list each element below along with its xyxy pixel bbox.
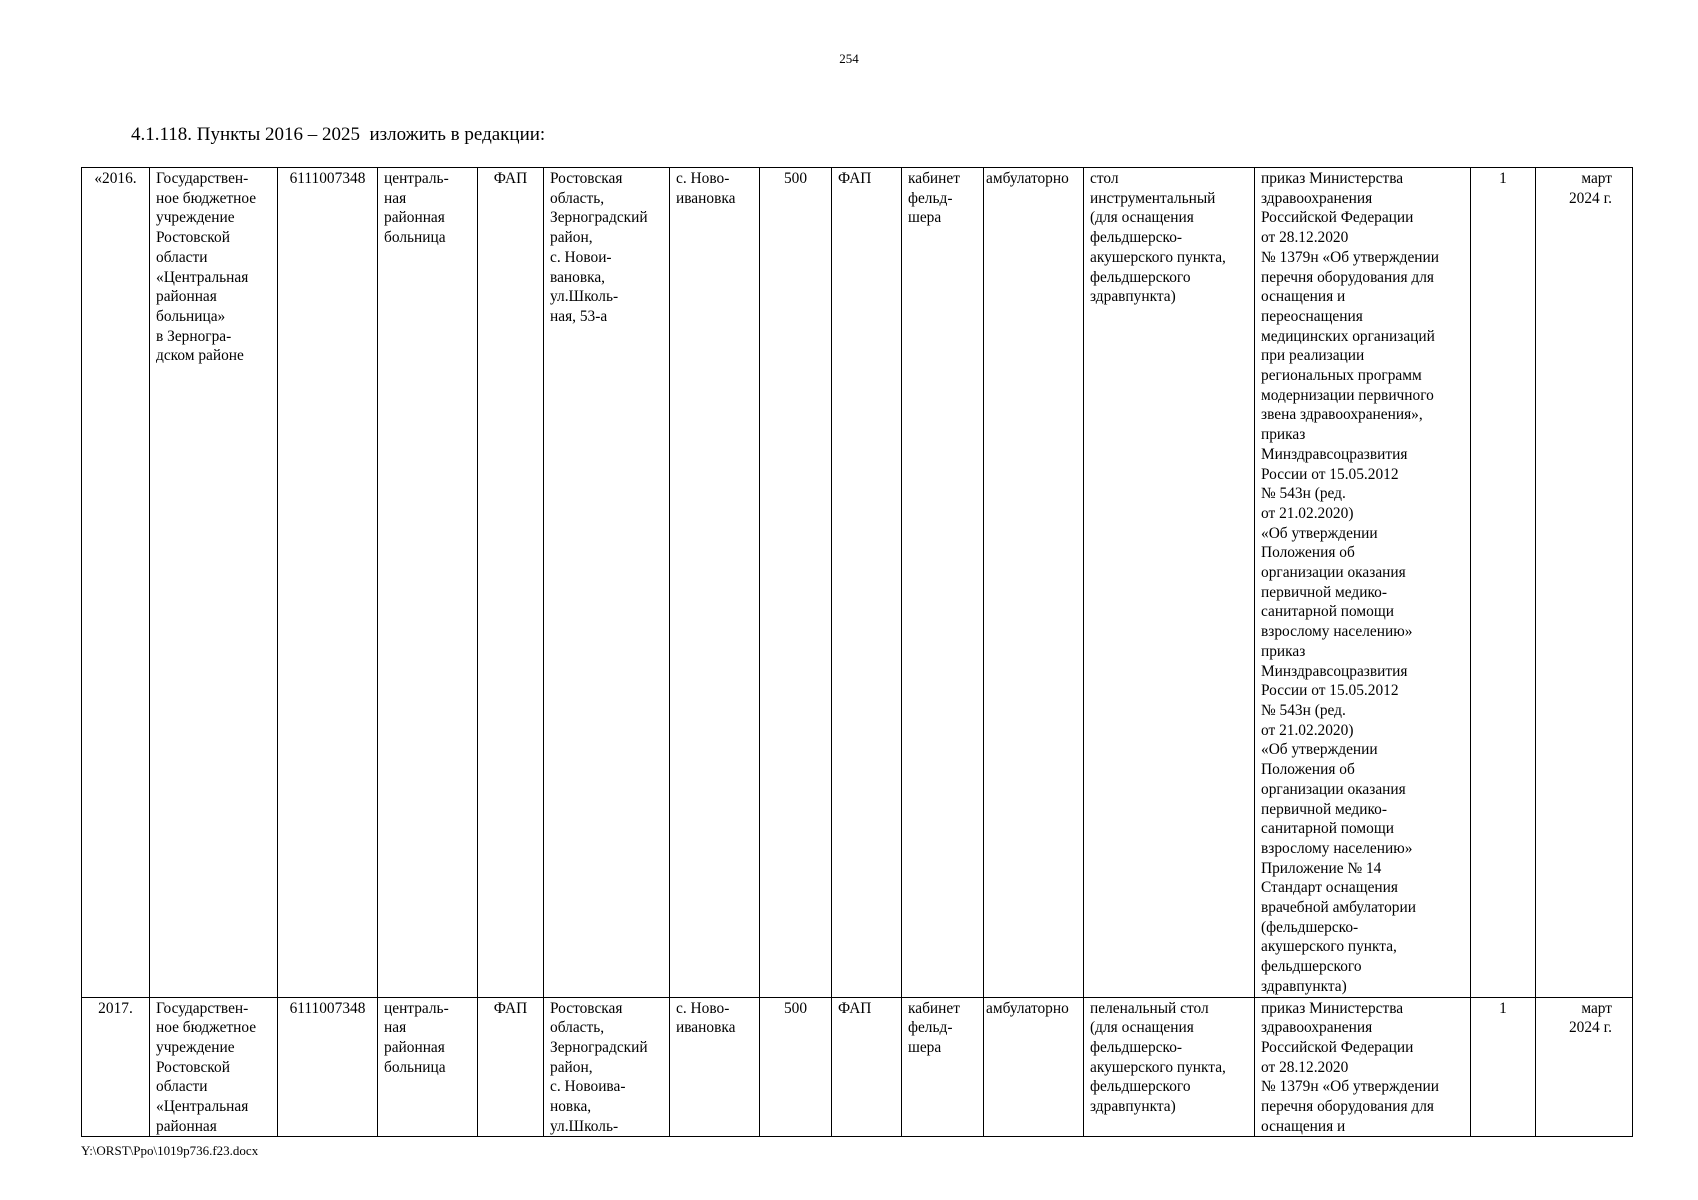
date-cell: март 2024 г. (1536, 168, 1633, 998)
regulation-cell: приказ Министерства здравоохранения Российской Федерации от 28.12.2020 № 1379н «Об утверждении перечня оборудования для оснащения и переоснащения медицинских организаций при реализации региональных программ модернизации первичного звена здравоохранения», приказ Минздравсоцразвития России от 15.05.2012 № 543н (ред. от 21.02.2020) «Об утверждении Положения об организации оказания первичной медико- санитарной помощи взрослому населению» приказ Минздравсоцразвития России от 15.05.2012 № 543н (ред. от 21.02.2020) «Об утверждении Положения об организации оказания первичной медико- санитарной помощи взрослому населению» Приложение № 14 Стандарт оснащения врачебной амбулатории (фельдшерско- акушерского пункта, фельдшерского здравпункта) (1255, 168, 1471, 998)
address-cell: Ростовская область, Зерноградский район, с. Новоива- новка, ул.Школь- (544, 997, 670, 1137)
institution-cell: Государствен- ное бюджетное учреждение Ростовской области «Центральная районная больница» в Зерногра- дском районе (150, 168, 278, 998)
quantity-cell: 1 (1471, 997, 1536, 1137)
org-type-cell: централь- ная районная больница (378, 168, 478, 998)
date-cell: март 2024 г. (1536, 997, 1633, 1137)
subdivision-cell: ФАП (832, 997, 902, 1137)
regulation-cell: приказ Министерства здравоохранения Российской Федерации от 28.12.2020 № 1379н «Об утверждении перечня оборудования для оснащения и (1255, 997, 1471, 1137)
address-cell: Ростовская область, Зерноградский район, с. Новои- вановка, ул.Школь- ная, 53-а (544, 168, 670, 998)
equipment-table (81, 167, 1633, 1137)
table-row (82, 168, 1633, 998)
institution-cell: Государствен- ное бюджетное учреждение Ростовской области «Центральная районная (150, 997, 278, 1137)
care-condition-cell: амбулаторно (984, 168, 1084, 998)
capacity-cell: 500 (760, 997, 832, 1137)
inn-cell: 6111007348 (278, 168, 378, 998)
row-number-cell: «2016. (82, 168, 150, 998)
equipment-cell: пеленальный стол (для оснащения фельдшерско- акушерского пункта, фельдшерского здравпункта) (1084, 997, 1255, 1137)
room-cell: кабинет фельд- шера (902, 997, 984, 1137)
page-number: 254 (839, 51, 859, 66)
locality-cell: с. Ново- ивановка (670, 997, 760, 1137)
section-heading: 4.1.118. Пункты 2016 – 2025 изложить в редакции: (131, 124, 546, 145)
file-path-footer: Y:\ORST\Ppo\1019p736.f23.docx (81, 1143, 259, 1158)
unit-type-cell: ФАП (478, 168, 544, 998)
inn-cell: 6111007348 (278, 997, 378, 1137)
row-number-cell: 2017. (82, 997, 150, 1137)
subdivision-cell: ФАП (832, 168, 902, 998)
table-row (82, 997, 1633, 1137)
capacity-cell: 500 (760, 168, 832, 998)
unit-type-cell: ФАП (478, 997, 544, 1137)
locality-cell: с. Ново- ивановка (670, 168, 760, 998)
quantity-cell: 1 (1471, 168, 1536, 998)
equipment-cell: стол инструментальный (для оснащения фельдшерско- акушерского пункта, фельдшерского здравпункта) (1084, 168, 1255, 998)
org-type-cell: централь- ная районная больница (378, 997, 478, 1137)
care-condition-cell: амбулаторно (984, 997, 1084, 1137)
room-cell: кабинет фельд- шера (902, 168, 984, 998)
